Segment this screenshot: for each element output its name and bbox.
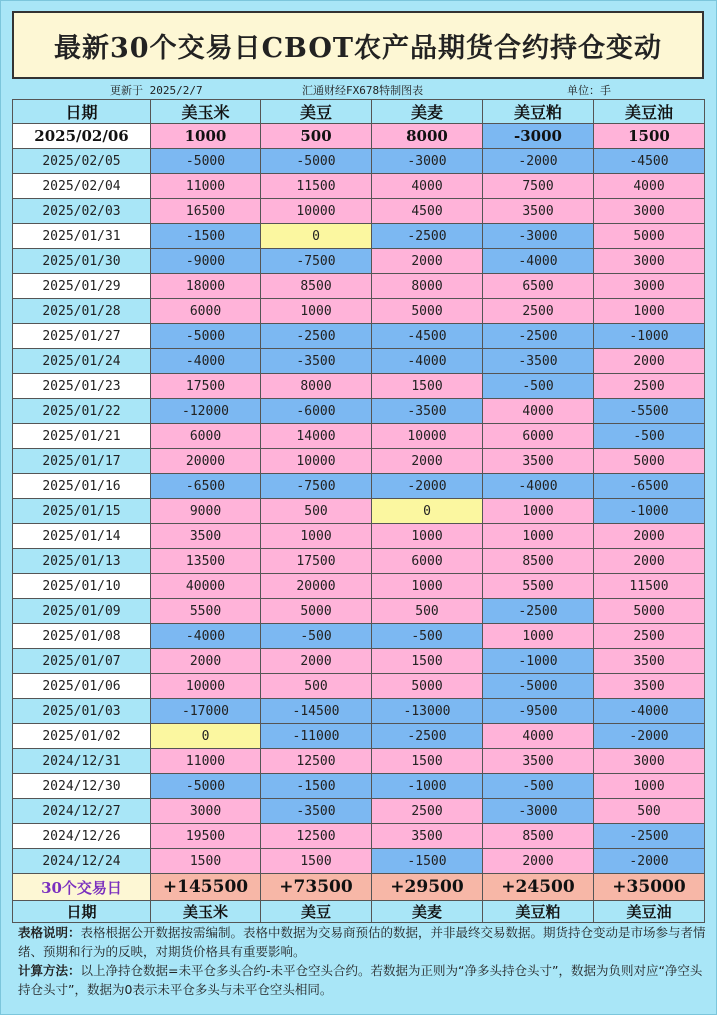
cell-corn: 1500: [151, 849, 261, 874]
row-date: 2024/12/30: [13, 774, 151, 799]
table-row: [13, 274, 705, 299]
cell-soymeal: -3000: [483, 224, 594, 249]
row-date: 2024/12/27: [13, 799, 151, 824]
cell-soybean: 2000: [261, 649, 372, 674]
totals-label: 30个交易日: [13, 874, 151, 901]
cell-soymeal: 1000: [483, 499, 594, 524]
cell-soybean: 1000: [261, 299, 372, 324]
cell-soybean: -7500: [261, 474, 372, 499]
row-date: 2025/02/03: [13, 199, 151, 224]
cell-corn: -5000: [151, 774, 261, 799]
cell-wheat: -1000: [372, 774, 483, 799]
cell-wheat: 3500: [372, 824, 483, 849]
cell-corn: -12000: [151, 399, 261, 424]
cell-soymeal: 6500: [483, 274, 594, 299]
cell-soymeal: -3500: [483, 349, 594, 374]
total-soyoil: +35000: [594, 874, 705, 901]
cell-corn: 19500: [151, 824, 261, 849]
cell-soymeal: 1000: [483, 624, 594, 649]
cell-wheat: 2000: [372, 249, 483, 274]
cell-wheat: 500: [372, 599, 483, 624]
cell-soybean: 17500: [261, 549, 372, 574]
row-date: 2025/01/06: [13, 674, 151, 699]
latest-soybean: 500: [261, 124, 372, 149]
cell-wheat: 1500: [372, 749, 483, 774]
row-date: 2025/01/16: [13, 474, 151, 499]
cell-soybean: -11000: [261, 724, 372, 749]
cell-wheat: -2500: [372, 724, 483, 749]
row-date: 2025/01/22: [13, 399, 151, 424]
cell-soymeal: -9500: [483, 699, 594, 724]
cell-soymeal: 8500: [483, 824, 594, 849]
notes-desc-label: 表格说明：: [18, 925, 81, 940]
cell-soybean: -1500: [261, 774, 372, 799]
cell-soymeal: -1000: [483, 649, 594, 674]
table-row: [13, 824, 705, 849]
table-row: [13, 699, 705, 724]
footer-col-date: 日期: [13, 901, 151, 923]
cell-soymeal: 6000: [483, 424, 594, 449]
table-row: [13, 199, 705, 224]
cell-wheat: -1500: [372, 849, 483, 874]
cell-soybean: 500: [261, 674, 372, 699]
cell-corn: 40000: [151, 574, 261, 599]
row-date: 2025/01/03: [13, 699, 151, 724]
cell-corn: 20000: [151, 449, 261, 474]
cell-soybean: 10000: [261, 449, 372, 474]
cell-soybean: 8000: [261, 374, 372, 399]
cell-soybean: -5000: [261, 149, 372, 174]
cell-corn: 6000: [151, 299, 261, 324]
cell-soybean: -14500: [261, 699, 372, 724]
notes: [18, 923, 708, 999]
cell-wheat: 0: [372, 499, 483, 524]
row-date: 2025/01/21: [13, 424, 151, 449]
cell-corn: -4000: [151, 349, 261, 374]
cell-corn: 13500: [151, 549, 261, 574]
row-date: 2024/12/26: [13, 824, 151, 849]
cell-soymeal: 3500: [483, 749, 594, 774]
table-row: [13, 549, 705, 574]
cell-soyoil: 3500: [594, 649, 705, 674]
cell-soymeal: 2000: [483, 849, 594, 874]
cell-wheat: -4500: [372, 324, 483, 349]
row-date: 2025/01/08: [13, 624, 151, 649]
cell-soybean: -2500: [261, 324, 372, 349]
cell-soybean: 14000: [261, 424, 372, 449]
cell-soyoil: 3500: [594, 674, 705, 699]
row-date: 2025/01/28: [13, 299, 151, 324]
cell-wheat: -500: [372, 624, 483, 649]
row-date: 2025/02/04: [13, 174, 151, 199]
row-date: 2025/01/24: [13, 349, 151, 374]
latest-wheat: 8000: [372, 124, 483, 149]
row-date: 2025/01/15: [13, 499, 151, 524]
cell-soybean: 20000: [261, 574, 372, 599]
table-row: [13, 649, 705, 674]
cell-soymeal: 4000: [483, 399, 594, 424]
cell-soyoil: 11500: [594, 574, 705, 599]
notes-description: [18, 923, 708, 961]
cell-soymeal: -2000: [483, 149, 594, 174]
total-wheat: +29500: [372, 874, 483, 901]
cell-corn: 9000: [151, 499, 261, 524]
table-row: [13, 749, 705, 774]
cell-soyoil: 500: [594, 799, 705, 824]
row-date: 2025/01/07: [13, 649, 151, 674]
cell-soybean: -7500: [261, 249, 372, 274]
cell-soyoil: -4500: [594, 149, 705, 174]
cell-wheat: -4000: [372, 349, 483, 374]
table-row: [13, 799, 705, 824]
cell-corn: 18000: [151, 274, 261, 299]
cell-corn: -9000: [151, 249, 261, 274]
cell-corn: 3000: [151, 799, 261, 824]
cell-corn: -6500: [151, 474, 261, 499]
footer-col-soybean: 美豆: [261, 901, 372, 923]
meta-row: [12, 81, 704, 98]
cell-soybean: 12500: [261, 824, 372, 849]
footer-col-soymeal: 美豆粕: [483, 901, 594, 923]
table-row: [13, 399, 705, 424]
table-row: [13, 499, 705, 524]
cell-soyoil: 2500: [594, 624, 705, 649]
row-date: 2025/01/14: [13, 524, 151, 549]
cell-soyoil: 2000: [594, 549, 705, 574]
cell-wheat: 4000: [372, 174, 483, 199]
cell-soyoil: 2000: [594, 349, 705, 374]
row-date: 2024/12/24: [13, 849, 151, 874]
cell-soymeal: 2500: [483, 299, 594, 324]
table-row: [13, 449, 705, 474]
cell-wheat: 1500: [372, 374, 483, 399]
cell-soyoil: -6500: [594, 474, 705, 499]
cell-soyoil: 3000: [594, 274, 705, 299]
cell-wheat: -3000: [372, 149, 483, 174]
cell-wheat: 4500: [372, 199, 483, 224]
cell-soybean: 12500: [261, 749, 372, 774]
cell-soyoil: -500: [594, 424, 705, 449]
table-row: [13, 724, 705, 749]
table-row: [13, 474, 705, 499]
header-row: [13, 100, 705, 124]
source-label: 汇通财经FX678特制图表: [302, 84, 424, 97]
cell-soymeal: -500: [483, 374, 594, 399]
data-rows: [13, 149, 705, 874]
cell-soybean: -3500: [261, 349, 372, 374]
table-row: [13, 424, 705, 449]
table-row: [13, 574, 705, 599]
row-date: 2025/01/23: [13, 374, 151, 399]
cell-corn: 2000: [151, 649, 261, 674]
cell-soybean: 10000: [261, 199, 372, 224]
totals-row: [13, 874, 705, 901]
cell-soymeal: -5000: [483, 674, 594, 699]
cell-wheat: 2500: [372, 799, 483, 824]
cell-soyoil: 2500: [594, 374, 705, 399]
cell-soyoil: 4000: [594, 174, 705, 199]
col-header-soyoil: 美豆油: [594, 100, 705, 124]
cell-wheat: 5000: [372, 299, 483, 324]
cell-corn: 6000: [151, 424, 261, 449]
cell-soymeal: -2500: [483, 324, 594, 349]
table-row: [13, 149, 705, 174]
total-soybean: +73500: [261, 874, 372, 901]
footer-col-soyoil: 美豆油: [594, 901, 705, 923]
footer-col-corn: 美玉米: [151, 901, 261, 923]
notes-desc-text: 表格根据公开数据按需编制。表格中数据为交易商预估的数据，并非最终交易数据。期货持仓变动是市场参与者情绪、预期和行为的反映，对期货价格具有重要影响。: [18, 925, 706, 959]
row-date: 2025/01/30: [13, 249, 151, 274]
cell-soybean: -3500: [261, 799, 372, 824]
cell-soyoil: 3000: [594, 749, 705, 774]
cell-soybean: 500: [261, 499, 372, 524]
cell-wheat: 6000: [372, 549, 483, 574]
cell-soyoil: -1000: [594, 324, 705, 349]
row-date: 2025/01/17: [13, 449, 151, 474]
cell-soyoil: -2000: [594, 724, 705, 749]
cell-soyoil: -5500: [594, 399, 705, 424]
table-row: [13, 374, 705, 399]
title-box: [12, 11, 704, 79]
cell-soymeal: 1000: [483, 524, 594, 549]
latest-soyoil: 1500: [594, 124, 705, 149]
cell-wheat: 8000: [372, 274, 483, 299]
cell-soybean: 1000: [261, 524, 372, 549]
footer-col-wheat: 美麦: [372, 901, 483, 923]
col-header-corn: 美玉米: [151, 100, 261, 124]
col-header-wheat: 美麦: [372, 100, 483, 124]
cell-corn: 17500: [151, 374, 261, 399]
cell-soyoil: 2000: [594, 524, 705, 549]
cell-wheat: 1000: [372, 574, 483, 599]
cell-wheat: 10000: [372, 424, 483, 449]
cell-soymeal: -500: [483, 774, 594, 799]
row-date: 2025/02/05: [13, 149, 151, 174]
unit-label: 单位：手: [567, 84, 611, 97]
table-row: [13, 349, 705, 374]
table-row: [13, 674, 705, 699]
row-date: 2025/01/31: [13, 224, 151, 249]
cell-soymeal: -4000: [483, 474, 594, 499]
cell-corn: 5500: [151, 599, 261, 624]
cell-corn: -5000: [151, 324, 261, 349]
cell-soybean: 5000: [261, 599, 372, 624]
col-header-soybean: 美豆: [261, 100, 372, 124]
total-soymeal: +24500: [483, 874, 594, 901]
latest-date: 2025/02/06: [13, 124, 151, 149]
table-row: [13, 624, 705, 649]
cell-soymeal: 7500: [483, 174, 594, 199]
table-row: [13, 249, 705, 274]
cell-soymeal: -4000: [483, 249, 594, 274]
table-row: [13, 849, 705, 874]
cell-soyoil: -2500: [594, 824, 705, 849]
cell-wheat: 1500: [372, 649, 483, 674]
cell-corn: -5000: [151, 149, 261, 174]
cell-wheat: -13000: [372, 699, 483, 724]
cell-soymeal: 8500: [483, 549, 594, 574]
cell-soymeal: 5500: [483, 574, 594, 599]
cell-wheat: 5000: [372, 674, 483, 699]
cell-wheat: 1000: [372, 524, 483, 549]
cell-corn: -17000: [151, 699, 261, 724]
cell-soymeal: 3500: [483, 199, 594, 224]
positions-table: [12, 99, 705, 923]
table-row: [13, 774, 705, 799]
latest-row: [13, 124, 705, 149]
cell-soyoil: 1000: [594, 299, 705, 324]
cell-soymeal: -2500: [483, 599, 594, 624]
cell-soyoil: 5000: [594, 449, 705, 474]
table-row: [13, 224, 705, 249]
footer-header-row: [13, 901, 705, 923]
latest-soymeal: -3000: [483, 124, 594, 149]
cell-soymeal: 3500: [483, 449, 594, 474]
row-date: 2025/01/13: [13, 549, 151, 574]
table-row: [13, 299, 705, 324]
cell-soybean: 1500: [261, 849, 372, 874]
cell-soyoil: 3000: [594, 249, 705, 274]
cell-corn: 11000: [151, 174, 261, 199]
cell-soybean: 0: [261, 224, 372, 249]
cell-soyoil: -4000: [594, 699, 705, 724]
cell-wheat: 2000: [372, 449, 483, 474]
col-header-soymeal: 美豆粕: [483, 100, 594, 124]
cell-corn: 3500: [151, 524, 261, 549]
cell-corn: -4000: [151, 624, 261, 649]
row-date: 2024/12/31: [13, 749, 151, 774]
page-title: 最新30个交易日CBOT农产品期货合约持仓变动: [54, 32, 662, 64]
notes-calc-text: 以上净持仓数据=未平仓多头合约-未平仓空头合约。若数据为正则为“净多头持仓头寸”，数据为负则对应“净空头持仓头寸”，数据为0表示未平仓多头与未平仓空头相同。: [18, 963, 703, 997]
table-row: [13, 324, 705, 349]
cell-soybean: 8500: [261, 274, 372, 299]
cell-wheat: -2000: [372, 474, 483, 499]
cell-corn: 10000: [151, 674, 261, 699]
cell-corn: 0: [151, 724, 261, 749]
table-row: [13, 174, 705, 199]
col-header-date: 日期: [13, 100, 151, 124]
latest-corn: 1000: [151, 124, 261, 149]
row-date: 2025/01/02: [13, 724, 151, 749]
total-corn: +145500: [151, 874, 261, 901]
row-date: 2025/01/29: [13, 274, 151, 299]
cell-soyoil: 3000: [594, 199, 705, 224]
cell-corn: 16500: [151, 199, 261, 224]
cell-soyoil: 5000: [594, 599, 705, 624]
cell-soyoil: 1000: [594, 774, 705, 799]
updated-date: 更新于 2025/2/7: [110, 84, 203, 97]
row-date: 2025/01/09: [13, 599, 151, 624]
cell-soyoil: -2000: [594, 849, 705, 874]
cell-soymeal: -3000: [483, 799, 594, 824]
row-date: 2025/01/27: [13, 324, 151, 349]
cell-corn: 11000: [151, 749, 261, 774]
cell-wheat: -3500: [372, 399, 483, 424]
cell-soybean: 11500: [261, 174, 372, 199]
cell-soyoil: -1000: [594, 499, 705, 524]
cell-wheat: -2500: [372, 224, 483, 249]
cell-soybean: -6000: [261, 399, 372, 424]
table-row: [13, 599, 705, 624]
notes-calculation: [18, 961, 708, 999]
notes-calc-label: 计算方法：: [18, 963, 81, 978]
row-date: 2025/01/10: [13, 574, 151, 599]
cell-soyoil: 5000: [594, 224, 705, 249]
cell-corn: -1500: [151, 224, 261, 249]
table-row: [13, 524, 705, 549]
cell-soymeal: 4000: [483, 724, 594, 749]
cell-soybean: -500: [261, 624, 372, 649]
